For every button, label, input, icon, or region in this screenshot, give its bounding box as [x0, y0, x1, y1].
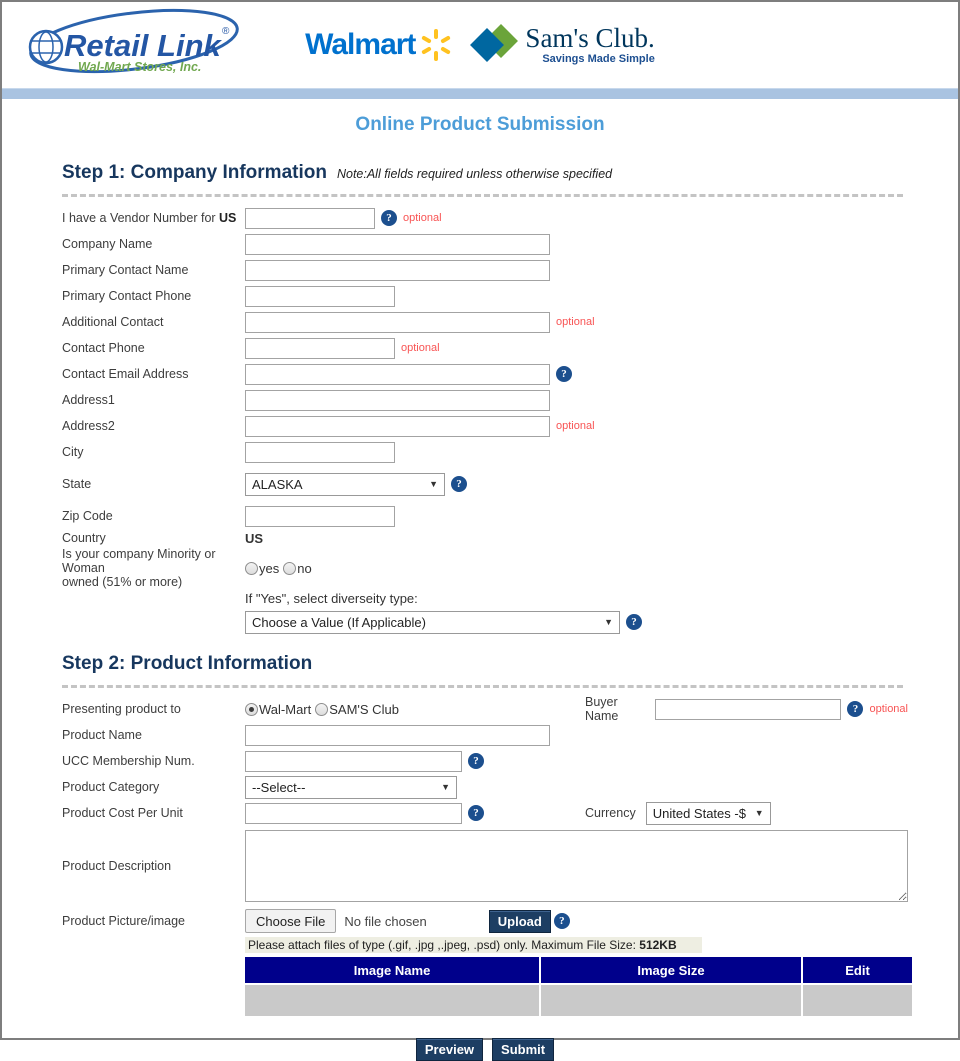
contact-phone-row [62, 335, 908, 361]
help-icon[interactable]: ? [556, 366, 572, 382]
submit-button[interactable]: Submit [492, 1038, 554, 1061]
ucc-label: UCC Membership Num. [62, 754, 195, 768]
product-name-input[interactable] [245, 725, 550, 746]
product-name-row [62, 722, 908, 748]
chevron-down-icon: ▼ [429, 479, 438, 489]
attach-note: Please attach files of type (.gif, .jpg ,.jpeg, .psd) only. Maximum File Size: 512KB [245, 937, 702, 953]
retail-link-subtitle: Wal-Mart Stores, Inc. [78, 60, 202, 74]
address2-input[interactable] [245, 416, 550, 437]
address1-row [62, 387, 908, 413]
zip-label: Zip Code [62, 509, 113, 523]
cost-input[interactable] [245, 803, 462, 824]
contact-email-label: Contact Email Address [62, 367, 189, 381]
header-divider-bar [2, 88, 958, 99]
category-label: Product Category [62, 780, 160, 794]
image-size-header: Image Size [540, 957, 802, 984]
primary-contact-phone-label: Primary Contact Phone [62, 289, 192, 303]
description-row [62, 830, 908, 902]
ucc-input[interactable] [245, 751, 462, 772]
primary-contact-name-label: Primary Contact Name [62, 263, 189, 277]
company-name-label: Company Name [62, 237, 153, 251]
currency-group [585, 802, 771, 825]
chevron-down-icon: ▼ [754, 808, 764, 818]
buyer-name-group [585, 695, 908, 723]
minority-no-label: no [297, 560, 312, 576]
primary-contact-name-input[interactable] [245, 260, 550, 281]
cost-label: Product Cost Per Unit [62, 806, 183, 820]
cost-row [62, 800, 908, 826]
contact-phone-input[interactable] [245, 338, 395, 359]
choose-file-button[interactable]: Choose File [245, 909, 336, 933]
walmart-spark-icon [419, 28, 453, 62]
primary-contact-name-row [62, 257, 908, 283]
optional-badge: optional [869, 703, 908, 715]
step1-form [62, 205, 908, 635]
help-icon[interactable]: ? [468, 753, 484, 769]
additional-contact-input[interactable] [245, 312, 550, 333]
empty-cell [540, 984, 802, 1016]
walmart-radio-label: Wal-Mart [259, 701, 312, 717]
buyer-name-input[interactable] [655, 699, 841, 720]
diversity-prompt-row [62, 589, 908, 607]
section-separator [62, 194, 903, 197]
city-input[interactable] [245, 442, 395, 463]
vendor-number-label: I have a Vendor Number for US [62, 211, 237, 225]
walmart-wordmark: Walmart [305, 28, 416, 61]
additional-contact-row [62, 309, 908, 335]
form-actions [62, 1038, 908, 1061]
empty-cell [802, 984, 912, 1016]
state-row [62, 471, 908, 497]
optional-badge: optional [556, 316, 595, 328]
chevron-down-icon: ▼ [441, 782, 450, 792]
chevron-down-icon: ▼ [604, 617, 613, 627]
preview-button[interactable]: Preview [416, 1038, 483, 1061]
minority-label: Is your company Minority or Woman owned (51% or more) [62, 547, 216, 589]
city-row [62, 439, 908, 465]
help-icon[interactable]: ? [626, 614, 642, 630]
address2-row [62, 413, 908, 439]
additional-contact-label: Additional Contact [62, 315, 164, 329]
primary-contact-phone-row [62, 283, 908, 309]
step1-note: Note:All fields required unless otherwise specified [336, 167, 613, 181]
section-separator [62, 685, 903, 688]
retail-link-globe-icon [30, 31, 62, 63]
retail-link-logo [16, 8, 246, 82]
country-row [62, 529, 908, 547]
page-title: Online Product Submission [355, 114, 605, 135]
company-name-input[interactable] [245, 234, 550, 255]
step2-form [62, 696, 908, 1061]
contact-email-row [62, 361, 908, 387]
sams-club-radio-label: SAM'S Club [329, 701, 399, 717]
optional-badge: optional [556, 420, 595, 432]
currency-select[interactable]: United States -$ ▼ [646, 802, 771, 825]
sams-club-tagline: Savings Made Simple [542, 53, 655, 65]
address1-input[interactable] [245, 390, 550, 411]
presenting-label: Presenting product to [62, 702, 181, 716]
sams-club-logo [467, 21, 654, 69]
image-table-empty-row [245, 984, 912, 1016]
city-label: City [62, 445, 84, 459]
step2-heading: Step 2: Product Information [62, 653, 313, 674]
product-name-label: Product Name [62, 728, 142, 742]
diversity-prompt: If "Yes", select diverseity type: [245, 590, 418, 606]
step1-heading: Step 1: Company Information [62, 162, 327, 183]
retail-link-wordmark: Retail Link [64, 28, 221, 63]
walmart-radio[interactable] [245, 703, 258, 716]
registered-mark: ® [222, 26, 230, 37]
address1-label: Address1 [62, 393, 115, 407]
image-table-header-row [245, 957, 912, 984]
help-icon[interactable]: ? [451, 476, 467, 492]
contact-phone-label: Contact Phone [62, 341, 145, 355]
state-select[interactable]: ALASKA ▼ [245, 473, 445, 496]
buyer-name-label: Buyer Name [585, 695, 619, 723]
help-icon[interactable]: ? [847, 701, 863, 717]
contact-email-input[interactable] [245, 364, 550, 385]
diversity-select[interactable]: Choose a Value (If Applicable) ▼ [245, 611, 620, 634]
country-label: Country [62, 531, 106, 545]
ucc-row [62, 748, 908, 774]
category-select[interactable]: --Select-- ▼ [245, 776, 457, 799]
minority-yes-radio[interactable] [245, 562, 258, 575]
zip-row [62, 503, 908, 529]
image-table [245, 957, 912, 1016]
no-file-chosen-text: No file chosen [344, 913, 427, 929]
help-icon[interactable]: ? [468, 805, 484, 821]
company-name-row [62, 231, 908, 257]
description-textarea[interactable] [245, 830, 908, 902]
country-value: US [245, 530, 264, 546]
description-label: Product Description [62, 859, 172, 873]
optional-badge: optional [401, 342, 440, 354]
help-icon[interactable]: ? [381, 210, 397, 226]
picture-label: Product Picture/image [62, 914, 185, 928]
minority-yes-label: yes [259, 560, 280, 576]
empty-cell [245, 984, 540, 1016]
walmart-logo [305, 28, 453, 62]
help-icon[interactable]: ? [554, 913, 570, 929]
picture-row [62, 908, 908, 934]
sams-club-wordmark: Sam's Club. [525, 23, 655, 53]
edit-header: Edit [802, 957, 912, 984]
currency-label: Currency [585, 806, 636, 820]
page-header [2, 2, 958, 88]
category-row [62, 774, 908, 800]
address2-label: Address2 [62, 419, 115, 433]
image-name-header: Image Name [245, 957, 540, 984]
vendor-number-row [62, 205, 908, 231]
minority-row [62, 547, 908, 589]
sams-club-diamond-icon [467, 21, 519, 69]
zip-input[interactable] [245, 506, 395, 527]
presenting-row [62, 696, 908, 722]
vendor-number-input[interactable] [245, 208, 375, 229]
optional-badge: optional [403, 212, 442, 224]
state-label: State [62, 477, 92, 491]
diversity-row [62, 609, 908, 635]
sams-club-radio[interactable] [315, 703, 328, 716]
minority-no-radio[interactable] [283, 562, 296, 575]
primary-contact-phone-input[interactable] [245, 286, 395, 307]
upload-button[interactable]: Upload [489, 910, 551, 933]
